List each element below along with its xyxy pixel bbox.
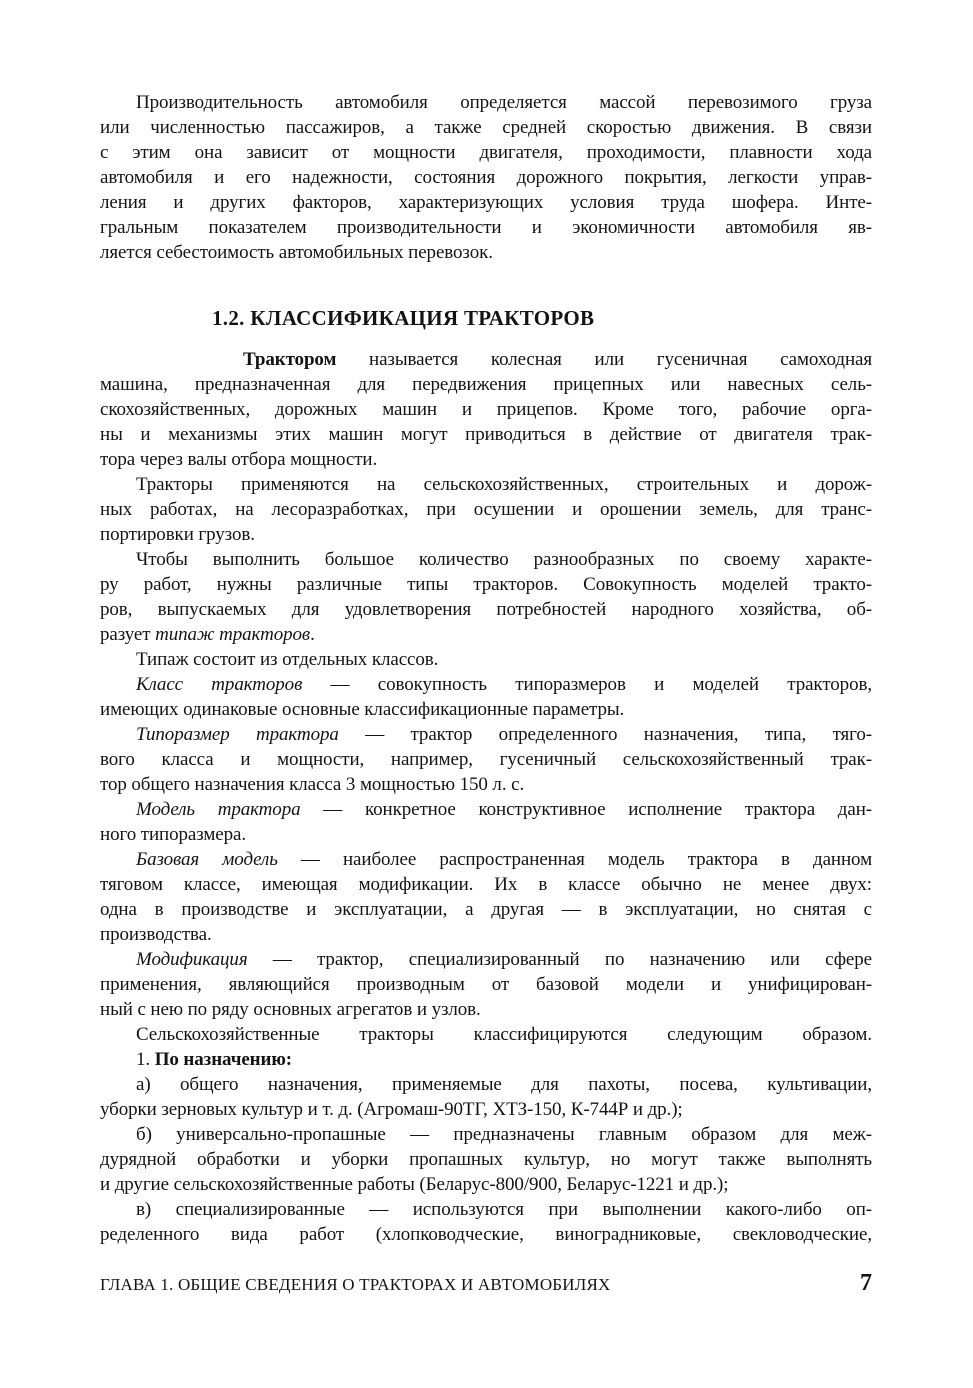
paragraph — [100, 1072, 872, 1122]
text-line — [100, 772, 872, 797]
paragraph — [100, 347, 872, 472]
text-line — [100, 722, 872, 747]
text-segment: а) общего назначения, применяемые для пахоты, посева, культивации, — [136, 1074, 872, 1095]
text-segment: Тракторы применяются на сельскохозяйственных, строительных и дорож- — [136, 474, 872, 495]
text-segment: скохозяйственных, дорожных машин и прицепов. Кроме того, рабочие орга- — [100, 399, 872, 420]
page-footer — [100, 1270, 872, 1297]
paragraph — [100, 1022, 872, 1047]
section-heading: 1.2. КЛАССИФИКАЦИЯ ТРАКТОРОВ — [212, 306, 595, 330]
text-segment: машина, предназначенная для передвижения прицепных или навесных сель- — [100, 374, 872, 395]
text-segment: или численностью пассажиров, а также средней скоростью движения. В связи — [100, 117, 872, 138]
text-segment: уборки зерновых культур и т. д. (Агромаш-90ТГ, ХТЗ-150, К-744Р и др.); — [100, 1099, 683, 1120]
text-line — [100, 497, 872, 522]
paragraph — [100, 722, 872, 797]
text-segment: типаж тракторов — [155, 624, 311, 645]
paragraph — [100, 647, 872, 672]
text-line — [100, 1172, 872, 1197]
intro-paragraphs — [100, 90, 872, 265]
text-segment: тора через валы отбора мощности. — [100, 449, 378, 470]
text-segment: 1. — [136, 1049, 155, 1070]
text-segment: б) универсально-пропашные — предназначены главным образом для меж- — [136, 1124, 872, 1145]
text-segment: разует — [100, 624, 156, 645]
text-segment: — трактор определенного назначения, типа, тяго- — [338, 724, 873, 745]
text-line — [100, 647, 872, 672]
text-line — [100, 190, 872, 215]
text-line — [100, 572, 872, 597]
text-segment: портировки грузов. — [100, 524, 255, 545]
text-line — [100, 822, 872, 847]
text-column — [100, 90, 872, 1247]
text-segment: ных работах, на лесоразработках, при осушении и орошении земель, для транс- — [100, 499, 872, 520]
text-line — [100, 240, 872, 265]
text-segment: ны и механизмы этих машин могут приводиться в действие от двигателя трак- — [100, 424, 872, 445]
text-segment: вого класса и мощности, например, гусеничный сельскохозяйственный трак- — [100, 749, 872, 770]
text-segment: Трактором — [243, 349, 337, 370]
paragraph — [100, 1197, 872, 1247]
text-line — [100, 597, 872, 622]
text-segment: — конкретное конструктивное исполнение трактора дан- — [300, 799, 872, 820]
text-line — [100, 1197, 872, 1222]
text-line — [100, 522, 872, 547]
text-line — [100, 140, 872, 165]
text-line — [100, 622, 872, 647]
text-line — [100, 1022, 872, 1047]
text-line — [100, 347, 872, 372]
text-line — [100, 115, 872, 140]
text-segment: . — [310, 624, 315, 645]
text-line — [100, 1072, 872, 1097]
text-segment: производства. — [100, 924, 212, 945]
page-number: 7 — [860, 1270, 872, 1296]
text-line — [100, 1147, 872, 1172]
text-line — [100, 1097, 872, 1122]
paragraph — [100, 847, 872, 947]
paragraph — [100, 1122, 872, 1197]
text-segment: Чтобы выполнить большое количество разнообразных по своему характе- — [136, 549, 872, 570]
body-paragraphs — [100, 347, 872, 1247]
text-line — [100, 447, 872, 472]
text-segment: ления и других факторов, характеризующих условия труда шофера. Инте- — [100, 192, 872, 213]
text-segment: Модель трактора — [136, 799, 301, 820]
text-segment: ный с нею по ряду основных агрегатов и узлов. — [100, 999, 481, 1020]
text-segment: тяговом классе, имеющая модификации. Их в классе обычно не менее двух: — [100, 874, 872, 895]
text-line — [100, 797, 872, 822]
text-segment: автомобиля и его надежности, состояния дорожного покрытия, легкости управ- — [100, 167, 872, 188]
text-line — [100, 947, 872, 972]
text-line — [100, 747, 872, 772]
text-line — [100, 972, 872, 997]
text-line — [100, 1047, 872, 1072]
text-line — [100, 672, 872, 697]
text-line — [100, 215, 872, 240]
text-segment: гральным показателем производительности и экономичности автомобиля яв- — [100, 217, 872, 238]
text-segment: Базовая модель — [136, 849, 278, 870]
text-line — [100, 372, 872, 397]
text-segment: имеющих одинаковые основные классификационные параметры. — [100, 699, 625, 720]
paragraph — [100, 90, 872, 265]
text-segment: Класс тракторов — [136, 674, 303, 695]
text-segment: Типаж состоит из отдельных классов. — [136, 649, 439, 670]
text-segment: ляется себестоимость автомобильных перевозок. — [100, 242, 493, 263]
paragraph — [100, 472, 872, 547]
paragraph — [100, 672, 872, 722]
text-segment: ров, выпускаемых для удовлетворения потребностей народного хозяйства, об- — [100, 599, 872, 620]
text-segment: Производительность автомобиля определяется массой перевозимого груза — [136, 92, 872, 113]
footer-chapter-title: ГЛАВА 1. ОБЩИЕ СВЕДЕНИЯ О ТРАКТОРАХ И АВТОМОБИЛЯХ — [100, 1275, 611, 1294]
text-segment: — трактор, специализированный по назначению или сфере — [247, 949, 872, 970]
text-line — [100, 997, 872, 1022]
text-line — [100, 1222, 872, 1247]
text-segment: Сельскохозяйственные тракторы классифицируются следующим образом. — [136, 1024, 872, 1045]
text-segment: ру работ, нужны различные типы тракторов. Совокупность моделей тракто- — [100, 574, 872, 595]
text-segment: дурядной обработки и уборки пропашных культур, но могут также выполнять — [100, 1149, 872, 1170]
text-segment: называется колесная или гусеничная самоходная — [336, 349, 872, 370]
text-segment: тор общего назначения класса 3 мощностью 150 л. с. — [100, 774, 525, 795]
text-line — [100, 1122, 872, 1147]
paragraph — [100, 1047, 872, 1072]
paragraph — [100, 797, 872, 847]
text-segment: и другие сельскохозяйственные работы (Беларус-800/900, Беларус-1221 и др.); — [100, 1174, 729, 1195]
text-segment: — совокупность типоразмеров и моделей тракторов, — [302, 674, 872, 695]
text-segment: ного типоразмера. — [100, 824, 246, 845]
text-segment: с этим она зависит от мощности двигателя, проходимости, плавности хода — [100, 142, 872, 163]
text-segment: применения, являющийся производным от базовой модели и унифицирован- — [100, 974, 872, 995]
text-line — [100, 547, 872, 572]
text-line — [100, 90, 872, 115]
text-line — [100, 922, 872, 947]
text-line — [100, 165, 872, 190]
text-line — [100, 897, 872, 922]
text-segment: одна в производстве и эксплуатации, а другая — в эксплуатации, но снятая с — [100, 899, 872, 920]
text-line — [100, 697, 872, 722]
paragraph — [100, 547, 872, 647]
text-segment: Типоразмер трактора — [136, 724, 339, 745]
text-line — [100, 397, 872, 422]
text-segment: в) специализированные — используются при выполнении какого-либо оп- — [136, 1199, 872, 1220]
text-line — [100, 847, 872, 872]
text-segment: Модификация — [136, 949, 248, 970]
text-segment: По назначению: — [154, 1049, 292, 1070]
text-segment: — наиболее распространенная модель трактора в данном — [277, 849, 872, 870]
text-line — [100, 422, 872, 447]
paragraph — [100, 947, 872, 1022]
text-line — [100, 872, 872, 897]
text-line — [100, 472, 872, 497]
text-segment: ределенного вида работ (хлопководческие, виноградниковые, свекловодческие, — [100, 1224, 872, 1245]
